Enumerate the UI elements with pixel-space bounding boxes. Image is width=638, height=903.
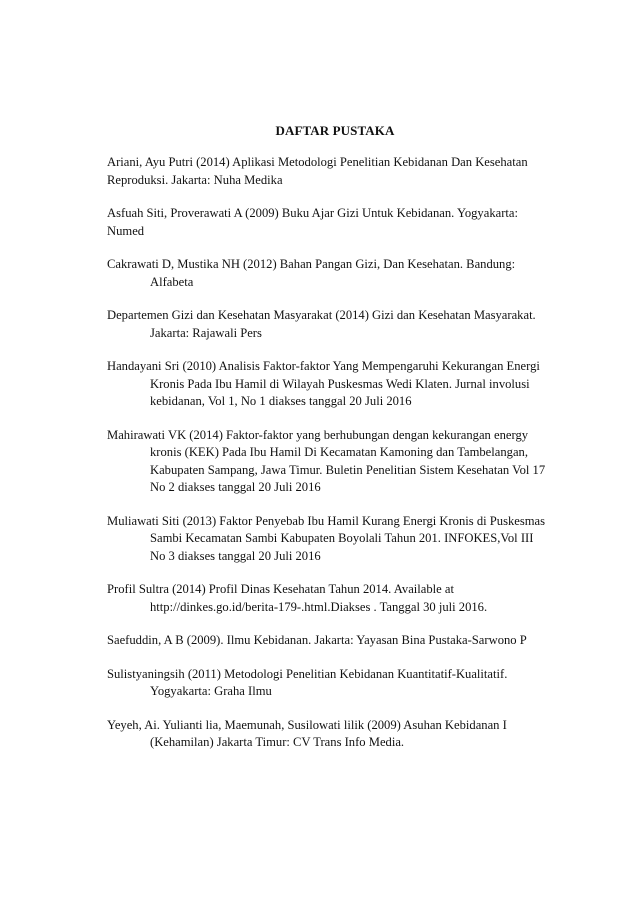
- reference-line: http://dinkes.go.id/berita-179-.html.Diakses . Tanggal 30 juli 2016.: [150, 599, 488, 614]
- reference-line: Yeyeh, Ai. Yulianti lia, Maemunah, Susilowati lilik (2009) Asuhan Kebidanan I: [107, 717, 507, 732]
- reference-line: No 3 diakses tanggal 20 Juli 2016: [150, 548, 321, 563]
- reference-entry: [107, 581, 567, 616]
- reference-line: Profil Sultra (2014) Profil Dinas Kesehatan Tahun 2014. Available at: [107, 582, 455, 596]
- reference-line: Numed: [107, 223, 145, 238]
- reference-entry: [107, 256, 567, 291]
- reference-line: Saefuddin, A B (2009). Ilmu Kebidanan. Jakarta: Yayasan Bina Pustaka-Sarwono P: [107, 633, 527, 647]
- reference-line: Reproduksi. Jakarta: Nuha Medika: [107, 172, 283, 187]
- reference-entry: [107, 513, 567, 566]
- reference-line: kebidanan, Vol 1, No 1 diakses tanggal 20 Juli 2016: [150, 394, 412, 408]
- reference-line: Sulistyaningsih (2011) Metodologi Penelitian Kebidanan Kuantitatif-Kualitatif.: [107, 666, 508, 681]
- reference-line: Alfabeta: [150, 274, 194, 289]
- reference-entry: [107, 427, 567, 497]
- reference-entry: [107, 205, 567, 240]
- reference-line: Asfuah Siti, Proverawati A (2009) Buku Ajar Gizi Untuk Kebidanan. Yogyakarta:: [107, 206, 518, 220]
- reference-entry: [107, 666, 567, 701]
- reference-entry: [107, 154, 567, 189]
- reference-list: [107, 154, 567, 768]
- reference-line: Jakarta: Rajawali Pers: [150, 325, 262, 340]
- reference-line: Yogyakarta: Graha Ilmu: [150, 684, 272, 698]
- reference-entry: [107, 632, 567, 650]
- reference-line: Handayani Sri (2010) Analisis Faktor-faktor Yang Mempengaruhi Kekurangan Energi: [107, 359, 540, 373]
- reference-line: Departemen Gizi dan Kesehatan Masyarakat (2014) Gizi dan Kesehatan Masyarakat.: [107, 308, 536, 322]
- reference-line: Sambi Kecamatan Sambi Kabupaten Boyolali Tahun 201. INFOKES,Vol III: [150, 531, 534, 545]
- reference-line: Mahirawati VK (2014) Faktor-faktor yang berhubungan dengan kekurangan energy: [107, 427, 529, 442]
- reference-entry: [107, 717, 567, 752]
- reference-line: Muliawati Siti (2013) Faktor Penyebab Ibu Hamil Kurang Energi Kronis di Puskesmas: [107, 513, 546, 528]
- reference-line: Cakrawati D, Mustika NH (2012) Bahan Pangan Gizi, Dan Kesehatan. Bandung:: [107, 257, 516, 271]
- reference-line: No 2 diakses tanggal 20 Juli 2016: [150, 480, 321, 494]
- page-title: DAFTAR PUSTAKA: [275, 123, 395, 138]
- reference-line: Kabupaten Sampang, Jawa Timur. Buletin Penelitian Sistem Kesehatan Vol 17: [150, 462, 546, 477]
- reference-line: Kronis Pada Ibu Hamil di Wilayah Puskesmas Wedi Klaten. Jurnal involusi: [150, 376, 530, 391]
- reference-line: (Kehamilan) Jakarta Timur: CV Trans Info Media.: [150, 735, 405, 749]
- reference-entry: [107, 307, 567, 342]
- reference-line: Ariani, Ayu Putri (2014) Aplikasi Metodologi Penelitian Kebidanan Dan Kesehatan: [107, 155, 528, 169]
- reference-line: kronis (KEK) Pada Ibu Hamil Di Kecamatan Kamoning dan Tambelangan,: [150, 445, 528, 459]
- reference-entry: [107, 358, 567, 411]
